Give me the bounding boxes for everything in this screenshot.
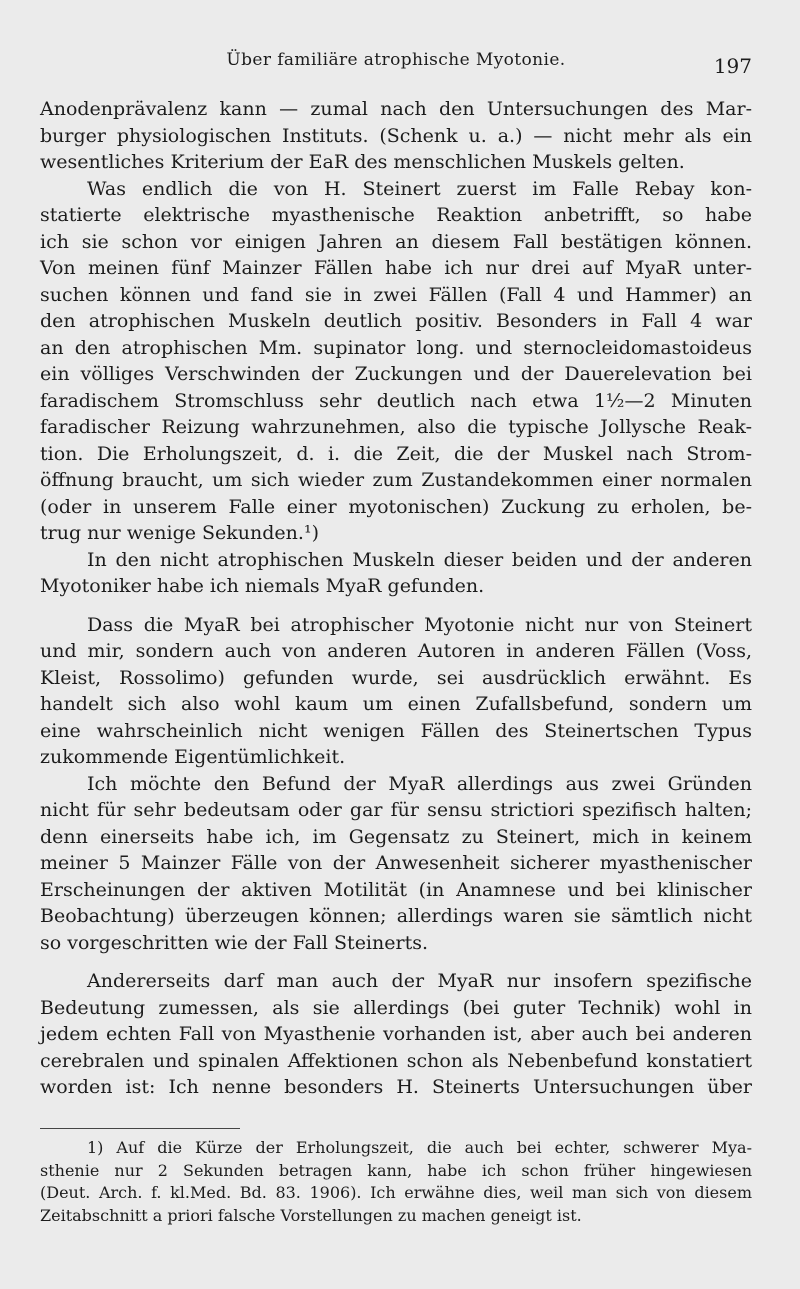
text-line: nicht für sehr bedeutsam oder gar für sensu strictiori spezifisch halten;	[40, 799, 752, 821]
text-line: so vorgeschritten wie der Fall Steinerts.	[40, 931, 428, 954]
text-line: In den nicht atrophischen Muskeln dieser beiden und der anderen	[87, 548, 752, 571]
text-line: Dass die MyaR bei atrophischer Myotonie nicht nur von Steinert	[87, 613, 752, 636]
footnote-divider	[40, 1128, 240, 1129]
text-line: meiner 5 Mainzer Fälle von der Anwesenheit sicherer myasthenischer	[40, 852, 752, 874]
text-line: tion. Die Erholungszeit, d. i. die Zeit, die der Muskel nach Strom-	[40, 442, 752, 465]
text-line: statierte elektrische myasthenische Reaktion anbetrifft, so habe	[40, 204, 752, 226]
text-line: ein völliges Verschwinden der Zuckungen und der Dauerelevation bei	[40, 363, 752, 385]
page-number: 197	[713, 54, 752, 78]
text-line: handelt sich also wohl kaum um einen Zufallsbefund, sondern um	[40, 693, 752, 715]
text-line: Bedeutung zumessen, als sie allerdings (bei guter Technik) wohl in	[40, 996, 752, 1019]
paragraph-4	[40, 612, 752, 771]
text-line: Was endlich die von H. Steinert zuerst im Falle Rebay kon-	[87, 177, 752, 200]
text-line: wesentliches Kriterium der EaR des menschlichen Muskels gelten.	[40, 151, 685, 173]
text-line: Andererseits darf man auch der MyaR nur insofern spezifische	[87, 970, 752, 992]
footnote	[40, 1137, 752, 1227]
footnote-line: Zeitabschnitt a priori falsche Vorstellungen zu machen geneigt ist.	[40, 1205, 582, 1225]
running-header	[40, 50, 752, 80]
text-line: ich sie schon vor einigen Jahren an diesem Fall bestätigen können.	[40, 230, 752, 253]
text-line: Von meinen fünf Mainzer Fällen habe ich nur drei auf MyaR unter-	[40, 257, 752, 279]
text-line: cerebralen und spinalen Affektionen schon als Nebenbefund konstatiert	[40, 1049, 752, 1072]
text-line: trug nur wenige Sekunden.¹)	[40, 522, 319, 544]
text-line: den atrophischen Muskeln deutlich positiv. Besonders in Fall 4 war	[40, 310, 752, 332]
text-line: suchen können und fand sie in zwei Fällen (Fall 4 und Hammer) an	[40, 283, 752, 306]
text-line: zukommende Eigentümlichkeit.	[40, 746, 346, 768]
paragraph-1	[40, 96, 752, 176]
text-line: faradischer Reizung wahrzunehmen, also die typische Jollysche Reak-	[40, 416, 752, 438]
footnote-line: sthenie nur 2 Sekunden betragen kann, habe ich schon früher hingewiesen	[40, 1160, 752, 1180]
text-line: Myotoniker habe ich niemals MyaR gefunden.	[40, 575, 485, 597]
text-line: denn einerseits habe ich, im Gegensatz zu Steinert, mich in keinem	[40, 825, 752, 848]
text-line: burger physiologischen Instituts. (Schenk u. a.) — nicht mehr als ein	[40, 124, 752, 147]
text-line: jedem echten Fall von Myasthenie vorhanden ist, aber auch bei anderen	[40, 1023, 752, 1045]
text-line: und mir, sondern auch von anderen Autoren in anderen Fällen (Voss,	[40, 640, 752, 662]
text-line: Ich möchte den Befund der MyaR allerdings aus zwei Gründen	[87, 772, 752, 795]
footnote-line: 1) Auf die Kürze der Erholungszeit, die auch bei echter, schwerer Mya-	[87, 1138, 752, 1157]
text-line: öffnung braucht, um sich wieder zum Zustandekommen einer normalen	[40, 469, 752, 491]
text-line: Beobachtung) überzeugen können; allerdings waren sie sämtlich nicht	[40, 905, 752, 927]
text-line: faradischem Stromschluss sehr deutlich nach etwa 1½—2 Minuten	[40, 389, 752, 412]
text-line: Kleist, Rossolimo) gefunden wurde, sei ausdrücklich erwähnt. Es	[40, 666, 752, 689]
paragraph-5	[40, 771, 752, 957]
text-line: Anodenprävalenz kann — zumal nach den Untersuchungen des Mar-	[40, 98, 752, 120]
running-title: Über familiäre atrophische Myotonie.	[226, 50, 566, 70]
body-text	[40, 96, 752, 1101]
paragraph-2	[40, 176, 752, 547]
footnote-line: (Deut. Arch. f. kl.Med. Bd. 83. 1906). Ich erwähne dies, weil man sich von diesem	[40, 1183, 752, 1202]
paragraph-3	[40, 547, 752, 600]
text-line: an den atrophischen Mm. supinator long. und sternocleidomastoideus	[40, 336, 752, 359]
text-line: eine wahrscheinlich nicht wenigen Fällen des Steinertschen Typus	[40, 719, 752, 742]
paragraph-6	[40, 968, 752, 1101]
text-line: worden ist: Ich nenne besonders H. Steinerts Untersuchungen über	[40, 1076, 752, 1098]
text-line: (oder in unserem Falle einer myotonischen) Zuckung zu erholen, be-	[40, 495, 752, 518]
text-line: Erscheinungen der aktiven Motilität (in Anamnese und bei klinischer	[40, 878, 752, 901]
